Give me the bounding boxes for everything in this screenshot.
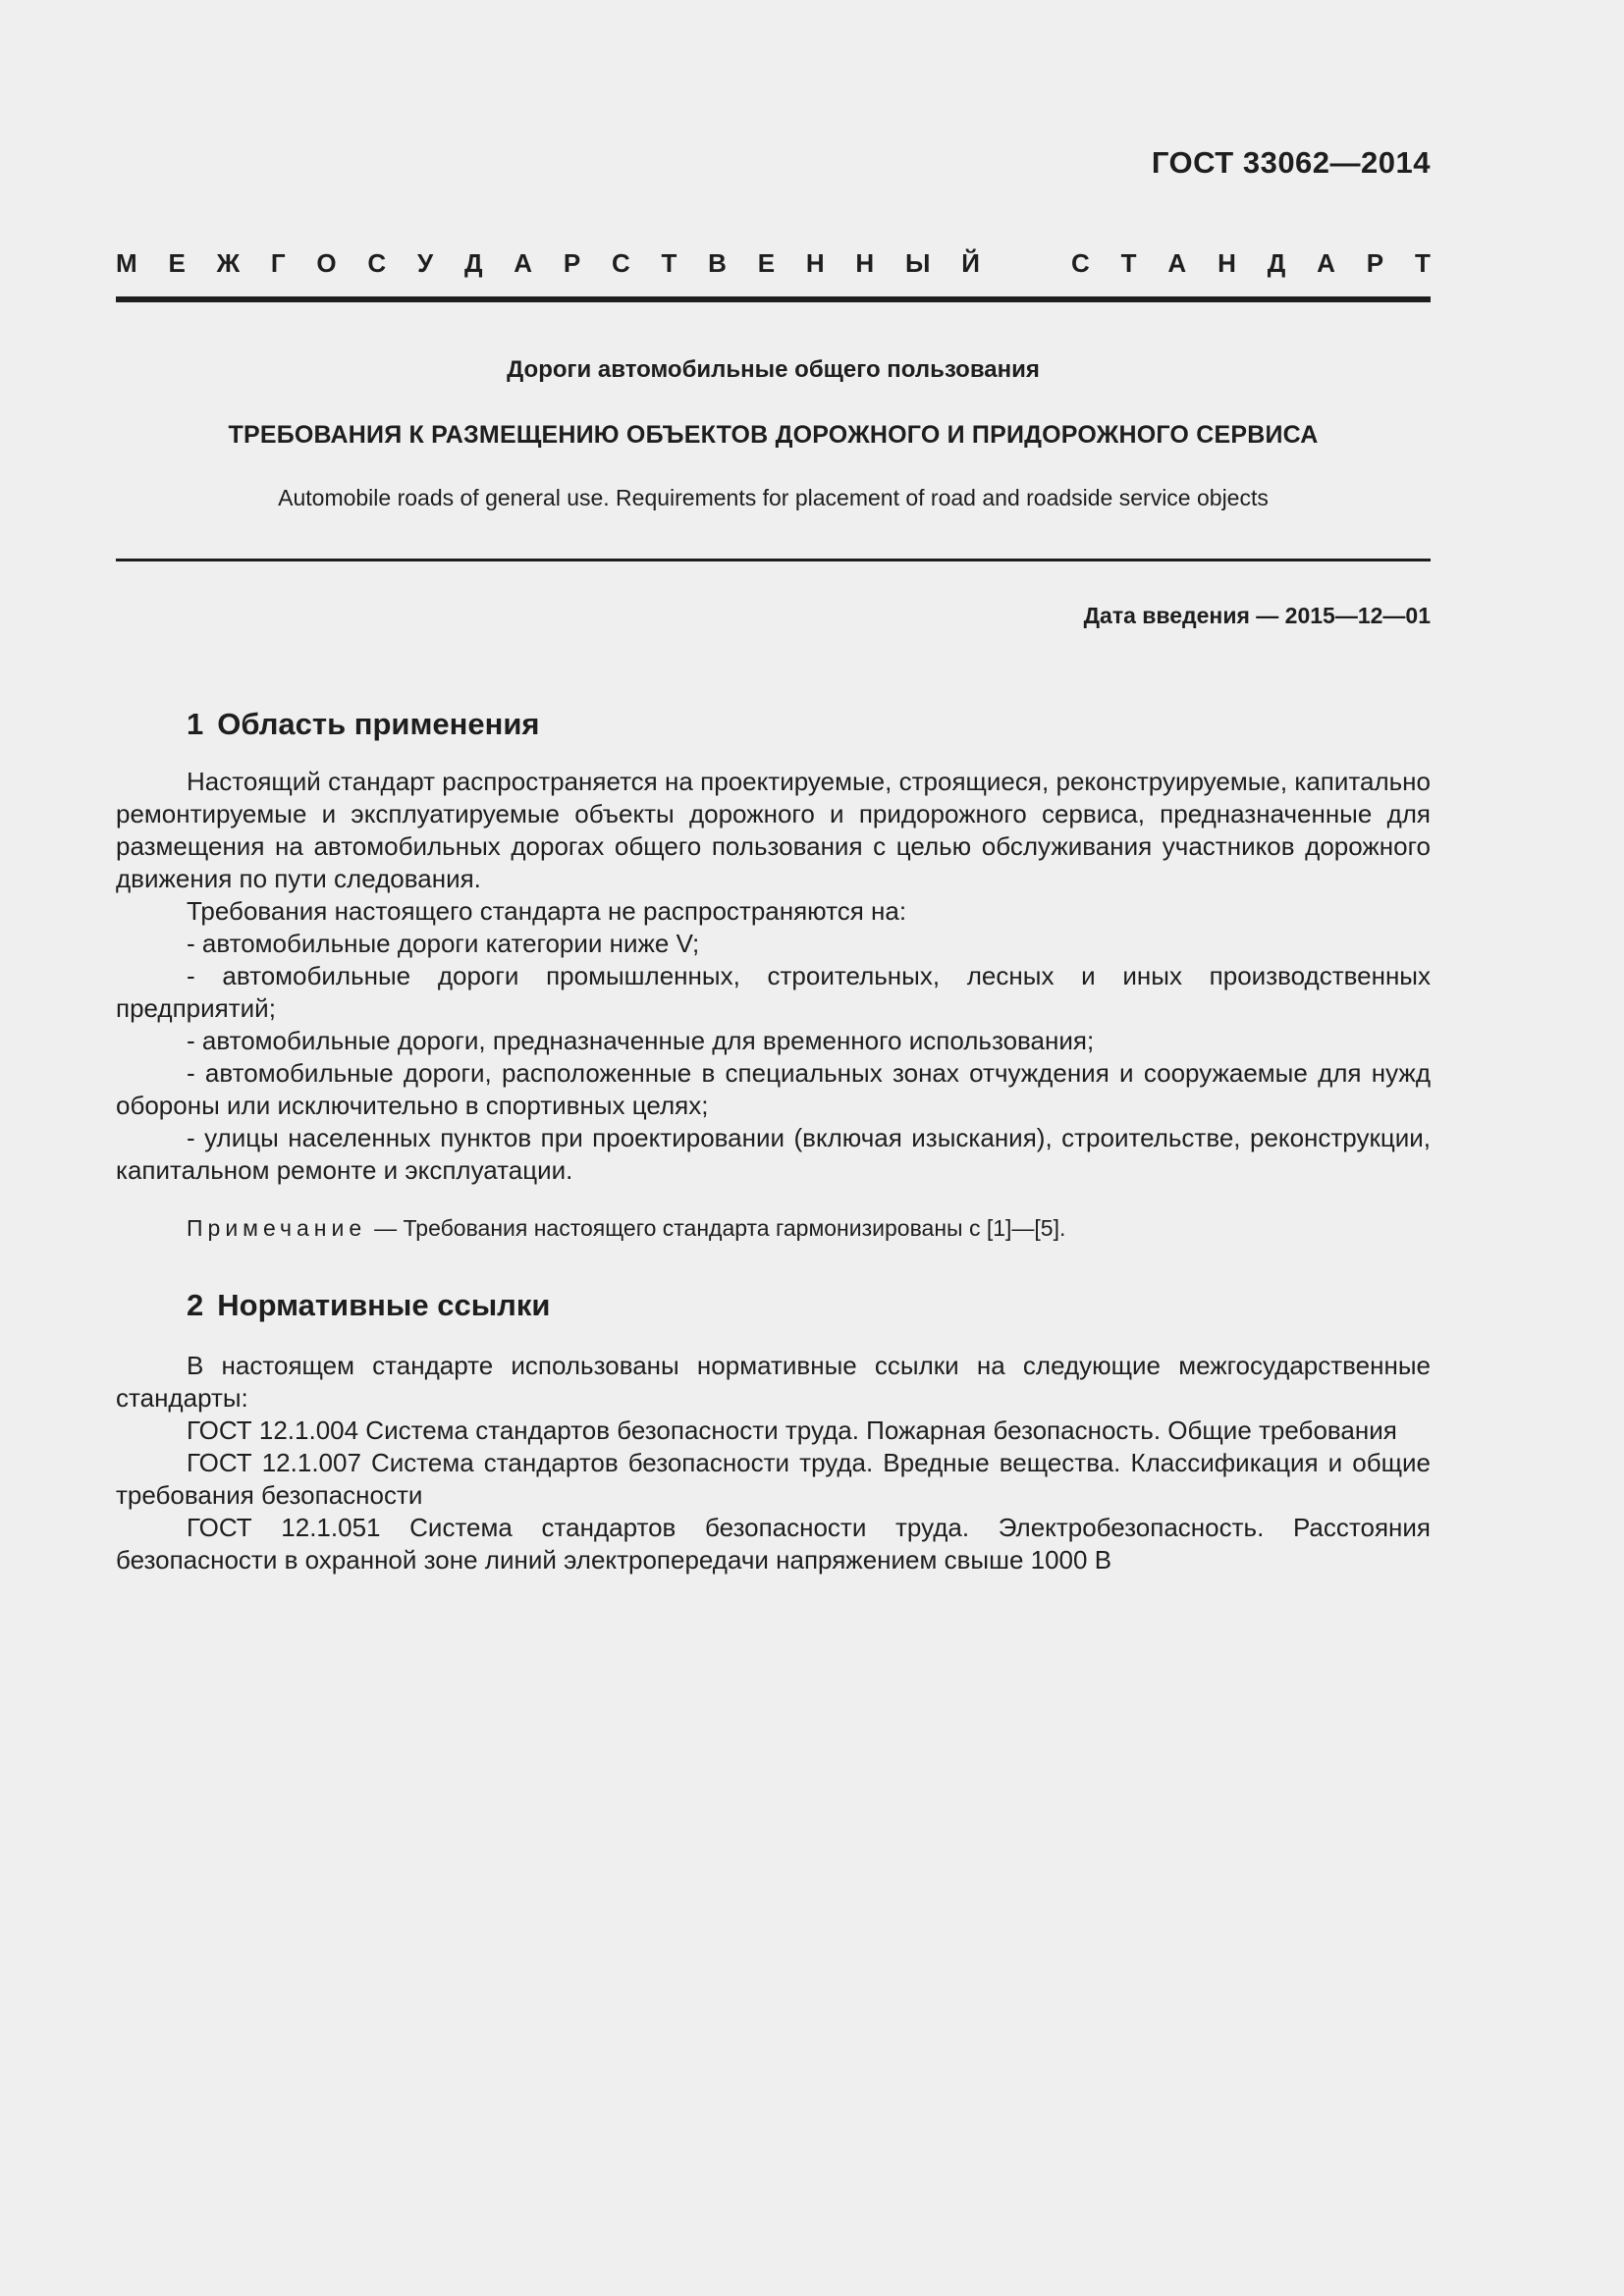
note-label: Примечание (187, 1215, 367, 1241)
section-1-note (187, 1215, 1065, 1242)
banner-word-standard: С Т А Н Д А Р Т (1071, 248, 1431, 278)
banner-word-interstate: М Е Ж Г О С У Д А Р С Т В Е Н Н Ы Й (116, 248, 980, 278)
section-1-heading (187, 707, 540, 742)
list-item: - улицы населенных пунктов при проектировании (включая изыскания), строительстве, реконструкции, капитальном ремонте и эксплуатации. (116, 1123, 1431, 1185)
section-1-body (116, 766, 1431, 1187)
section-title: Область применения (217, 707, 540, 741)
list-item: - автомобильные дороги категории ниже V; (187, 929, 700, 958)
note-text: — Требования настоящего стандарта гармонизированы с [1]—[5]. (374, 1215, 1066, 1241)
section-title: Нормативные ссылки (217, 1288, 551, 1322)
section-number: 1 (187, 707, 204, 741)
paragraph: Настоящий стандарт распространяется на проектируемые, строящиеся, реконструируемые, капитально ремонтируемые и эксплуатируемые объекты дорожного и придорожного сервиса, предназначенные для размещения на автомобильных дорогах общего пользования с целью обслуживания участников дорожного движения по пути следования. (116, 767, 1431, 893)
paragraph: Требования настоящего стандарта не распространяются на: (187, 896, 907, 926)
list-item: - автомобильные дороги, предназначенные для временного использования; (187, 1026, 1095, 1055)
header-rule (116, 296, 1431, 302)
section-number: 2 (187, 1288, 204, 1322)
interstate-standard-banner (116, 248, 1431, 279)
gost-number: ГОСТ 33062—2014 (1151, 145, 1431, 180)
list-item: - автомобильные дороги промышленных, строительных, лесных и иных производственных предприятий; (116, 961, 1431, 1023)
paragraph: В настоящем стандарте использованы нормативные ссылки на следующие межгосударственные стандарты: (116, 1351, 1431, 1413)
document-title-ru: Дороги автомобильные общего пользования (507, 356, 1040, 383)
section-2-heading (187, 1288, 550, 1323)
title-rule (116, 559, 1431, 561)
reference-item: ГОСТ 12.1.004 Система стандартов безопасности труда. Пожарная безопасность. Общие требования (187, 1415, 1397, 1445)
document-subtitle-ru: ТРЕБОВАНИЯ К РАЗМЕЩЕНИЮ ОБЪЕКТОВ ДОРОЖНОГО И ПРИДОРОЖНОГО СЕРВИСА (228, 421, 1319, 449)
section-2-body (116, 1350, 1431, 1576)
list-item: - автомобильные дороги, расположенные в специальных зонах отчуждения и сооружаемые для нужд обороны или исключительно в спортивных целях; (116, 1058, 1431, 1120)
document-title-en: Automobile roads of general use. Requirements for placement of road and roadside service objects (278, 485, 1269, 510)
reference-item: ГОСТ 12.1.051 Система стандартов безопасности труда. Электробезопасность. Расстояния безопасности в охранной зоне линий электропередачи напряжением свыше 1000 В (116, 1513, 1431, 1575)
reference-item: ГОСТ 12.1.007 Система стандартов безопасности труда. Вредные вещества. Классификация и общие требования безопасности (116, 1448, 1431, 1510)
introduction-date: Дата введения — 2015—12—01 (1083, 603, 1431, 628)
